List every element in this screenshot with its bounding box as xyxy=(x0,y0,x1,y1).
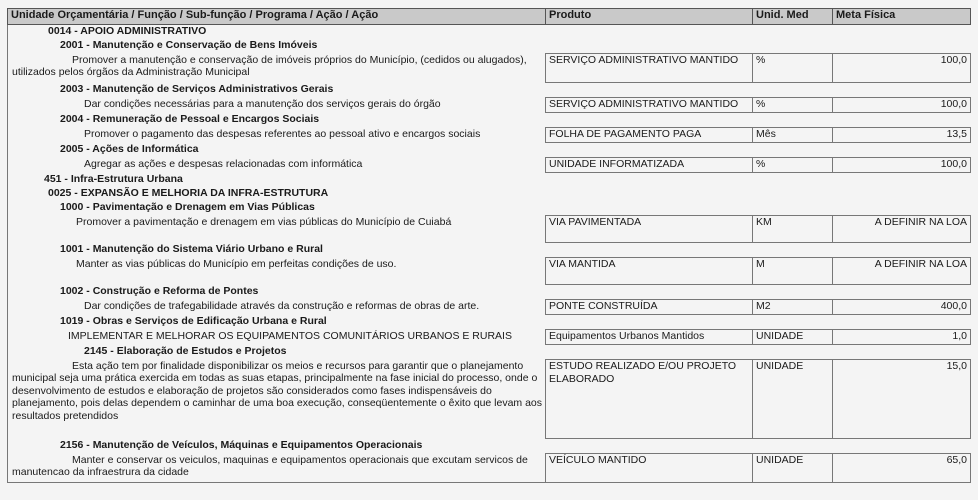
row-description: 0014 - APOIO ADMINISTRATIVO xyxy=(8,25,546,40)
row-unit: % xyxy=(753,158,833,173)
row-unit: M xyxy=(753,258,833,285)
row-description: Agregar as ações e despesas relacionadas com informática xyxy=(8,158,546,173)
row-goal: A DEFINIR NA LOA xyxy=(833,216,971,243)
action-row xyxy=(8,113,971,128)
row-goal: 400,0 xyxy=(833,300,971,315)
action-row xyxy=(8,285,971,300)
header-unit: Unid. Med xyxy=(753,9,833,25)
row-description: 2156 - Manutenção de Veículos, Máquinas e Equipamentos Operacionais xyxy=(8,439,546,454)
row-goal: 1,0 xyxy=(833,330,971,345)
action-row xyxy=(8,345,971,360)
row-goal: 100,0 xyxy=(833,54,971,83)
row-goal: 13,5 xyxy=(833,128,971,143)
row-description: 2004 - Remuneração de Pessoal e Encargos Sociais xyxy=(8,113,546,128)
row-description: Dar condições necessárias para a manutenção dos serviços gerais do órgão xyxy=(8,98,546,113)
row-product: SERVIÇO ADMINISTRATIVO MANTIDO xyxy=(546,98,753,113)
row-unit: UNIDADE xyxy=(753,330,833,345)
row-description: Promover a manutenção e conservação de imóveis próprios do Município, (cedidos ou alugados), utilizados pelos órgãos da Administração Municipal xyxy=(8,54,546,83)
row-description: Promover o pagamento das despesas referentes ao pessoal ativo e encargos sociais xyxy=(8,128,546,143)
header-physical-goal: Meta Física xyxy=(833,9,971,25)
row-description: Promover a pavimentação e drenagem em vias públicas do Município de Cuiabá xyxy=(8,216,546,243)
row-product: VEÍCULO MANTIDO xyxy=(546,454,753,483)
row-description: Manter e conservar os veiculos, maquinas e equipamentos operacionais que excutam servicos de manutencao da infraestrura da cidade xyxy=(8,454,546,483)
row-product: VIA MANTIDA xyxy=(546,258,753,285)
action-row xyxy=(8,315,971,330)
row-unit: % xyxy=(753,54,833,83)
header-product: Produto xyxy=(546,9,753,25)
subfunction-row xyxy=(8,173,971,188)
row-product: UNIDADE INFORMATIZADA xyxy=(546,158,753,173)
row-description: 2001 - Manutenção e Conservação de Bens Imóveis xyxy=(8,39,546,54)
row-product: PONTE CONSTRUÍDA xyxy=(546,300,753,315)
row-description: 1002 - Construção e Reforma de Pontes xyxy=(8,285,546,300)
row-goal: A DEFINIR NA LOA xyxy=(833,258,971,285)
table-row xyxy=(8,258,971,285)
row-description: 2145 - Elaboração de Estudos e Projetos xyxy=(8,345,546,360)
row-product: ESTUDO REALIZADO E/OU PROJETO ELABORADO xyxy=(546,360,753,439)
row-product: VIA PAVIMENTADA xyxy=(546,216,753,243)
table-row xyxy=(8,98,971,113)
row-description: IMPLEMENTAR E MELHORAR OS EQUIPAMENTOS COMUNITÁRIOS URBANOS E RURAIS xyxy=(8,330,546,345)
action-row xyxy=(8,143,971,158)
row-goal: 100,0 xyxy=(833,158,971,173)
program-row xyxy=(8,25,971,40)
table-row xyxy=(8,216,971,243)
row-unit: KM xyxy=(753,216,833,243)
action-row xyxy=(8,439,971,454)
row-description: 2005 - Ações de Informática xyxy=(8,143,546,158)
row-goal: 65,0 xyxy=(833,454,971,483)
row-description: Dar condições de trafegabilidade através da construção e reformas de obras de arte. xyxy=(8,300,546,315)
table-header xyxy=(8,9,971,25)
budget-sheet xyxy=(7,8,970,483)
row-unit: UNIDADE xyxy=(753,360,833,439)
row-product: SERVIÇO ADMINISTRATIVO MANTIDO xyxy=(546,54,753,83)
row-unit: M2 xyxy=(753,300,833,315)
row-description: Manter as vias públicas do Município em perfeitas condições de uso. xyxy=(8,258,546,285)
table-row xyxy=(8,54,971,83)
table-row xyxy=(8,158,971,173)
row-unit: % xyxy=(753,98,833,113)
table-row xyxy=(8,330,971,345)
row-description: 0025 - EXPANSÃO E MELHORIA DA INFRA-ESTRUTURA xyxy=(8,187,546,201)
table-row xyxy=(8,300,971,315)
action-row xyxy=(8,39,971,54)
row-goal: 15,0 xyxy=(833,360,971,439)
action-row xyxy=(8,201,971,216)
table-row xyxy=(8,360,971,439)
row-description: 1019 - Obras e Serviços de Edificação Urbana e Rural xyxy=(8,315,546,330)
budget-table xyxy=(7,8,971,483)
row-product: Equipamentos Urbanos Mantidos xyxy=(546,330,753,345)
table-row xyxy=(8,128,971,143)
row-description: 1001 - Manutenção do Sistema Viário Urbano e Rural xyxy=(8,243,546,258)
header-description: Unidade Orçamentária / Função / Sub-função / Programa / Ação / Ação xyxy=(8,9,546,25)
row-description: 1000 - Pavimentação e Drenagem em Vias Públicas xyxy=(8,201,546,216)
action-row xyxy=(8,83,971,98)
table-row xyxy=(8,454,971,483)
row-description: Esta ação tem por finalidade disponibilizar os meios e recursos para garantir que o planejamento municipal seja uma prática exercida em todas as suas etapas, principalmente na fase inicial do processo, onde o desenvolvimento de estudos e elaboração de projetos são considerados como fases indispensáveis do planejamento, pois delas dependem o caminhar de uma boa execução, conseqüentemente o êxito que levam aos resultados pretendidos xyxy=(8,360,546,439)
row-unit: UNIDADE xyxy=(753,454,833,483)
row-description: 451 - Infra-Estrutura Urbana xyxy=(8,173,546,188)
row-unit: Mês xyxy=(753,128,833,143)
row-goal: 100,0 xyxy=(833,98,971,113)
row-description: 2003 - Manutenção de Serviços Administrativos Gerais xyxy=(8,83,546,98)
action-row xyxy=(8,243,971,258)
program-row xyxy=(8,187,971,201)
row-product: FOLHA DE PAGAMENTO PAGA xyxy=(546,128,753,143)
